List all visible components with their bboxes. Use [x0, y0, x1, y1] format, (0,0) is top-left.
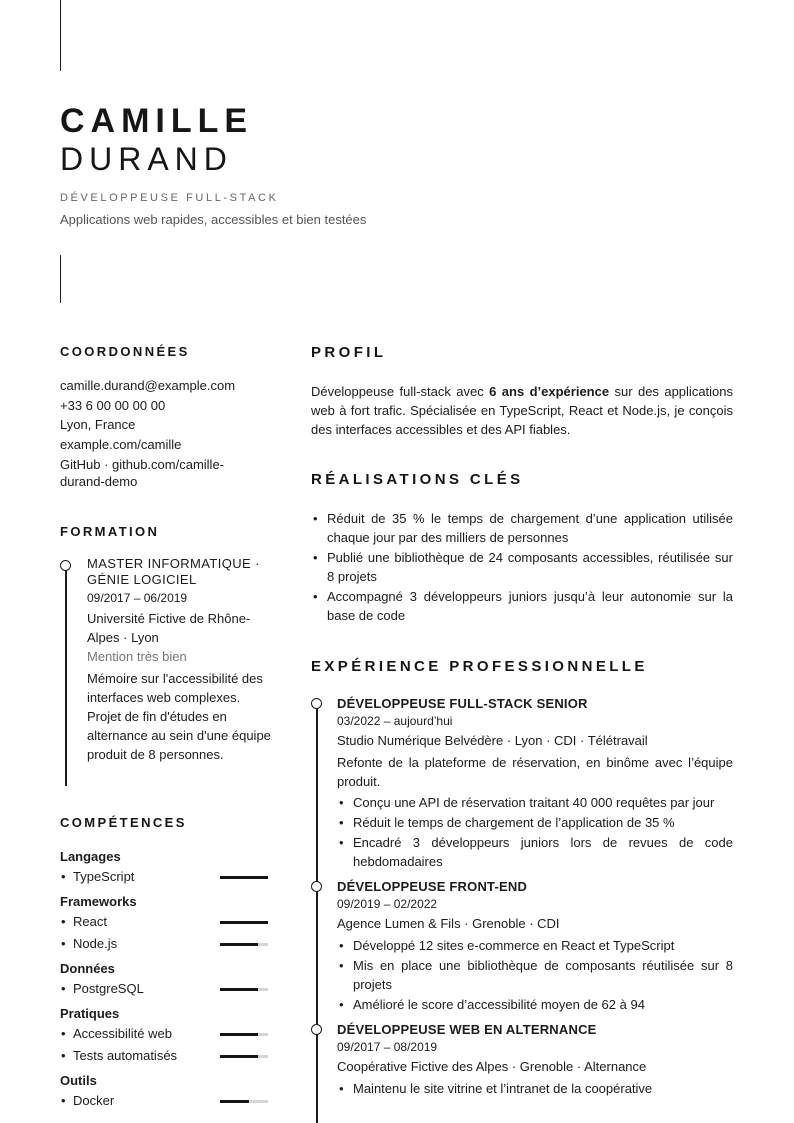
- job-bullets: [337, 793, 733, 871]
- skill-item: [60, 911, 272, 933]
- skill-name: Accessibilité web: [73, 1026, 172, 1041]
- skill-level-fill: [220, 921, 268, 924]
- education-section-title: FORMATION: [60, 524, 160, 539]
- education-timeline: [60, 556, 275, 764]
- skill-name: PostgreSQL: [73, 981, 144, 996]
- job-bullets: [337, 1079, 733, 1098]
- contact-location: Lyon, France: [60, 417, 136, 432]
- skill-group: [60, 893, 272, 955]
- job-bullet: • Réduit le temps de chargement de l’application de 35 %: [337, 813, 733, 832]
- profile-text: [311, 382, 733, 439]
- achievement-item: • Réduit de 35 % le temps de chargement d’une application utilisée chaque jour par des milliers de personnes: [311, 509, 733, 547]
- skill-level-bar: [220, 1055, 268, 1058]
- education-dates: 09/2017 – 06/2019: [87, 591, 188, 605]
- skill-category: Outils: [60, 1073, 97, 1088]
- job-entry: [311, 877, 733, 1014]
- job-company: Agence Lumen & Fils · Grenoble · CDI: [337, 916, 560, 931]
- job-title: DÉVELOPPEUSE WEB EN ALTERNANCE: [337, 1022, 597, 1037]
- skill-category: Frameworks: [60, 894, 137, 909]
- job-entry: [311, 694, 733, 871]
- job-title: DÉVELOPPEUSE FULL-STACK SENIOR: [337, 696, 588, 711]
- first-name: CAMILLE: [60, 102, 254, 140]
- skill-level-fill: [220, 876, 268, 879]
- header-accent-rule: [60, 255, 61, 303]
- education-description: Mémoire sur l'accessibilité des interfaces web complexes. Projet de fin d'études en alternance au sein d'une équipe produit de 8 personnes.: [87, 671, 271, 762]
- profile-text-end: sur des applications web à fort trafic. Spécialisée en TypeScript, React et Node.js, je conçois des interfaces accessibles et des API fiables.: [311, 384, 734, 437]
- job-company: Coopérative Fictive des Alpes · Grenoble · Alternance: [337, 1059, 647, 1074]
- education-mention: Mention très bien: [87, 649, 187, 664]
- timeline-dot-icon: [311, 1024, 322, 1035]
- skill-group: [60, 848, 272, 888]
- achievement-item: • Accompagné 3 développeurs juniors jusqu’à leur autonomie sur la base de code: [311, 587, 733, 625]
- skill-level-fill: [220, 1100, 249, 1103]
- last-name: DURAND: [60, 141, 233, 177]
- contact-github[interactable]: GitHub · github.com/camille-durand-demo: [60, 457, 224, 489]
- job-title: DÉVELOPPEUSE FRONT-END: [337, 879, 528, 894]
- skill-item: [60, 866, 272, 888]
- education-degree: MASTER INFORMATIQUE · GÉNIE LOGICIEL: [87, 556, 260, 587]
- timeline-dot-icon: [311, 881, 322, 892]
- timeline-dot-icon: [311, 698, 322, 709]
- profile-highlight: 6 ans d’expérience: [489, 384, 610, 399]
- job-bullet: • Amélioré le score d’accessibilité moyen de 62 à 94: [337, 995, 733, 1014]
- skill-name: Docker: [73, 1093, 115, 1108]
- skills-list: [60, 848, 272, 1117]
- skill-item: [60, 1045, 272, 1067]
- skill-level-bar: [220, 988, 268, 991]
- job-company: Studio Numérique Belvédère · Lyon · CDI · Télétravail: [337, 733, 648, 748]
- job-dates: 09/2017 – 08/2019: [337, 1040, 438, 1054]
- skill-name: Tests automatisés: [73, 1048, 178, 1063]
- skill-category: Données: [60, 961, 115, 976]
- achievements-list: [311, 509, 733, 626]
- skill-category: Langages: [60, 849, 121, 864]
- timeline-dot-icon: [60, 560, 71, 571]
- skill-level-fill: [220, 943, 258, 946]
- skill-level-bar: [220, 1033, 268, 1036]
- contact-list: [60, 376, 260, 490]
- education-timeline-line: [65, 566, 67, 786]
- skill-level-fill: [220, 988, 258, 991]
- job-bullets: [337, 936, 733, 1014]
- job-bullet: • Encadré 3 développeurs juniors lors de revues de code hebdomadaires: [337, 833, 733, 871]
- skill-level-fill: [220, 1055, 258, 1058]
- skill-level-bar: [220, 876, 268, 879]
- job-entry: [311, 1020, 733, 1098]
- contact-email[interactable]: camille.durand@example.com: [60, 378, 236, 393]
- skill-item: [60, 978, 272, 1000]
- skill-name: React: [73, 914, 107, 929]
- profile-section-title: PROFIL: [311, 344, 387, 361]
- job-dates: 09/2019 – 02/2022: [337, 897, 438, 911]
- education-school: Université Fictive de Rhône-Alpes · Lyon: [87, 611, 251, 645]
- job-title: DÉVELOPPEUSE FULL-STACK: [60, 192, 279, 204]
- tagline: Applications web rapides, accessibles et bien testées: [60, 212, 367, 227]
- top-accent-rule: [60, 0, 61, 71]
- skill-name: Node.js: [73, 936, 118, 951]
- achievement-item: • Publié une bibliothèque de 24 composants accessibles, réutilisée sur 8 projets: [311, 548, 733, 586]
- achievements-section-title: RÉALISATIONS CLÉS: [311, 471, 524, 488]
- experience-timeline: [311, 694, 733, 1099]
- skill-level-bar: [220, 1100, 268, 1103]
- job-description: Refonte de la plateforme de réservation, en binôme avec l’équipe produit.: [337, 755, 733, 789]
- job-bullet: • Mis en place une bibliothèque de composants réutilisée sur 8 projets: [337, 956, 733, 994]
- skill-group: [60, 1005, 272, 1067]
- skill-name: TypeScript: [73, 869, 135, 884]
- education-entry: [87, 556, 275, 764]
- job-bullet: • Maintenu le site vitrine et l’intranet de la coopérative: [337, 1079, 733, 1098]
- job-bullet: • Développé 12 sites e-commerce en React et TypeScript: [337, 936, 733, 955]
- contact-phone[interactable]: +33 6 00 00 00 00: [60, 397, 166, 413]
- skill-level-bar: [220, 943, 268, 946]
- experience-section-title: EXPÉRIENCE PROFESSIONNELLE: [311, 658, 648, 675]
- skill-item: [60, 933, 272, 955]
- job-dates: 03/2022 – aujourd’hui: [337, 714, 453, 728]
- skill-group: [60, 960, 272, 1000]
- skill-item: [60, 1090, 272, 1112]
- skill-level-bar: [220, 921, 268, 924]
- skill-level-fill: [220, 1033, 258, 1036]
- skills-section-title: COMPÉTENCES: [60, 815, 187, 830]
- contact-website[interactable]: example.com/camille: [60, 436, 182, 452]
- job-bullet: • Conçu une API de réservation traitant 40 000 requêtes par jour: [337, 793, 733, 812]
- skill-item: [60, 1023, 272, 1045]
- profile-text-start: Développeuse full-stack avec: [311, 384, 490, 399]
- skill-group: [60, 1072, 272, 1112]
- skill-category: Pratiques: [60, 1006, 120, 1021]
- contact-section-title: COORDONNÉES: [60, 344, 190, 359]
